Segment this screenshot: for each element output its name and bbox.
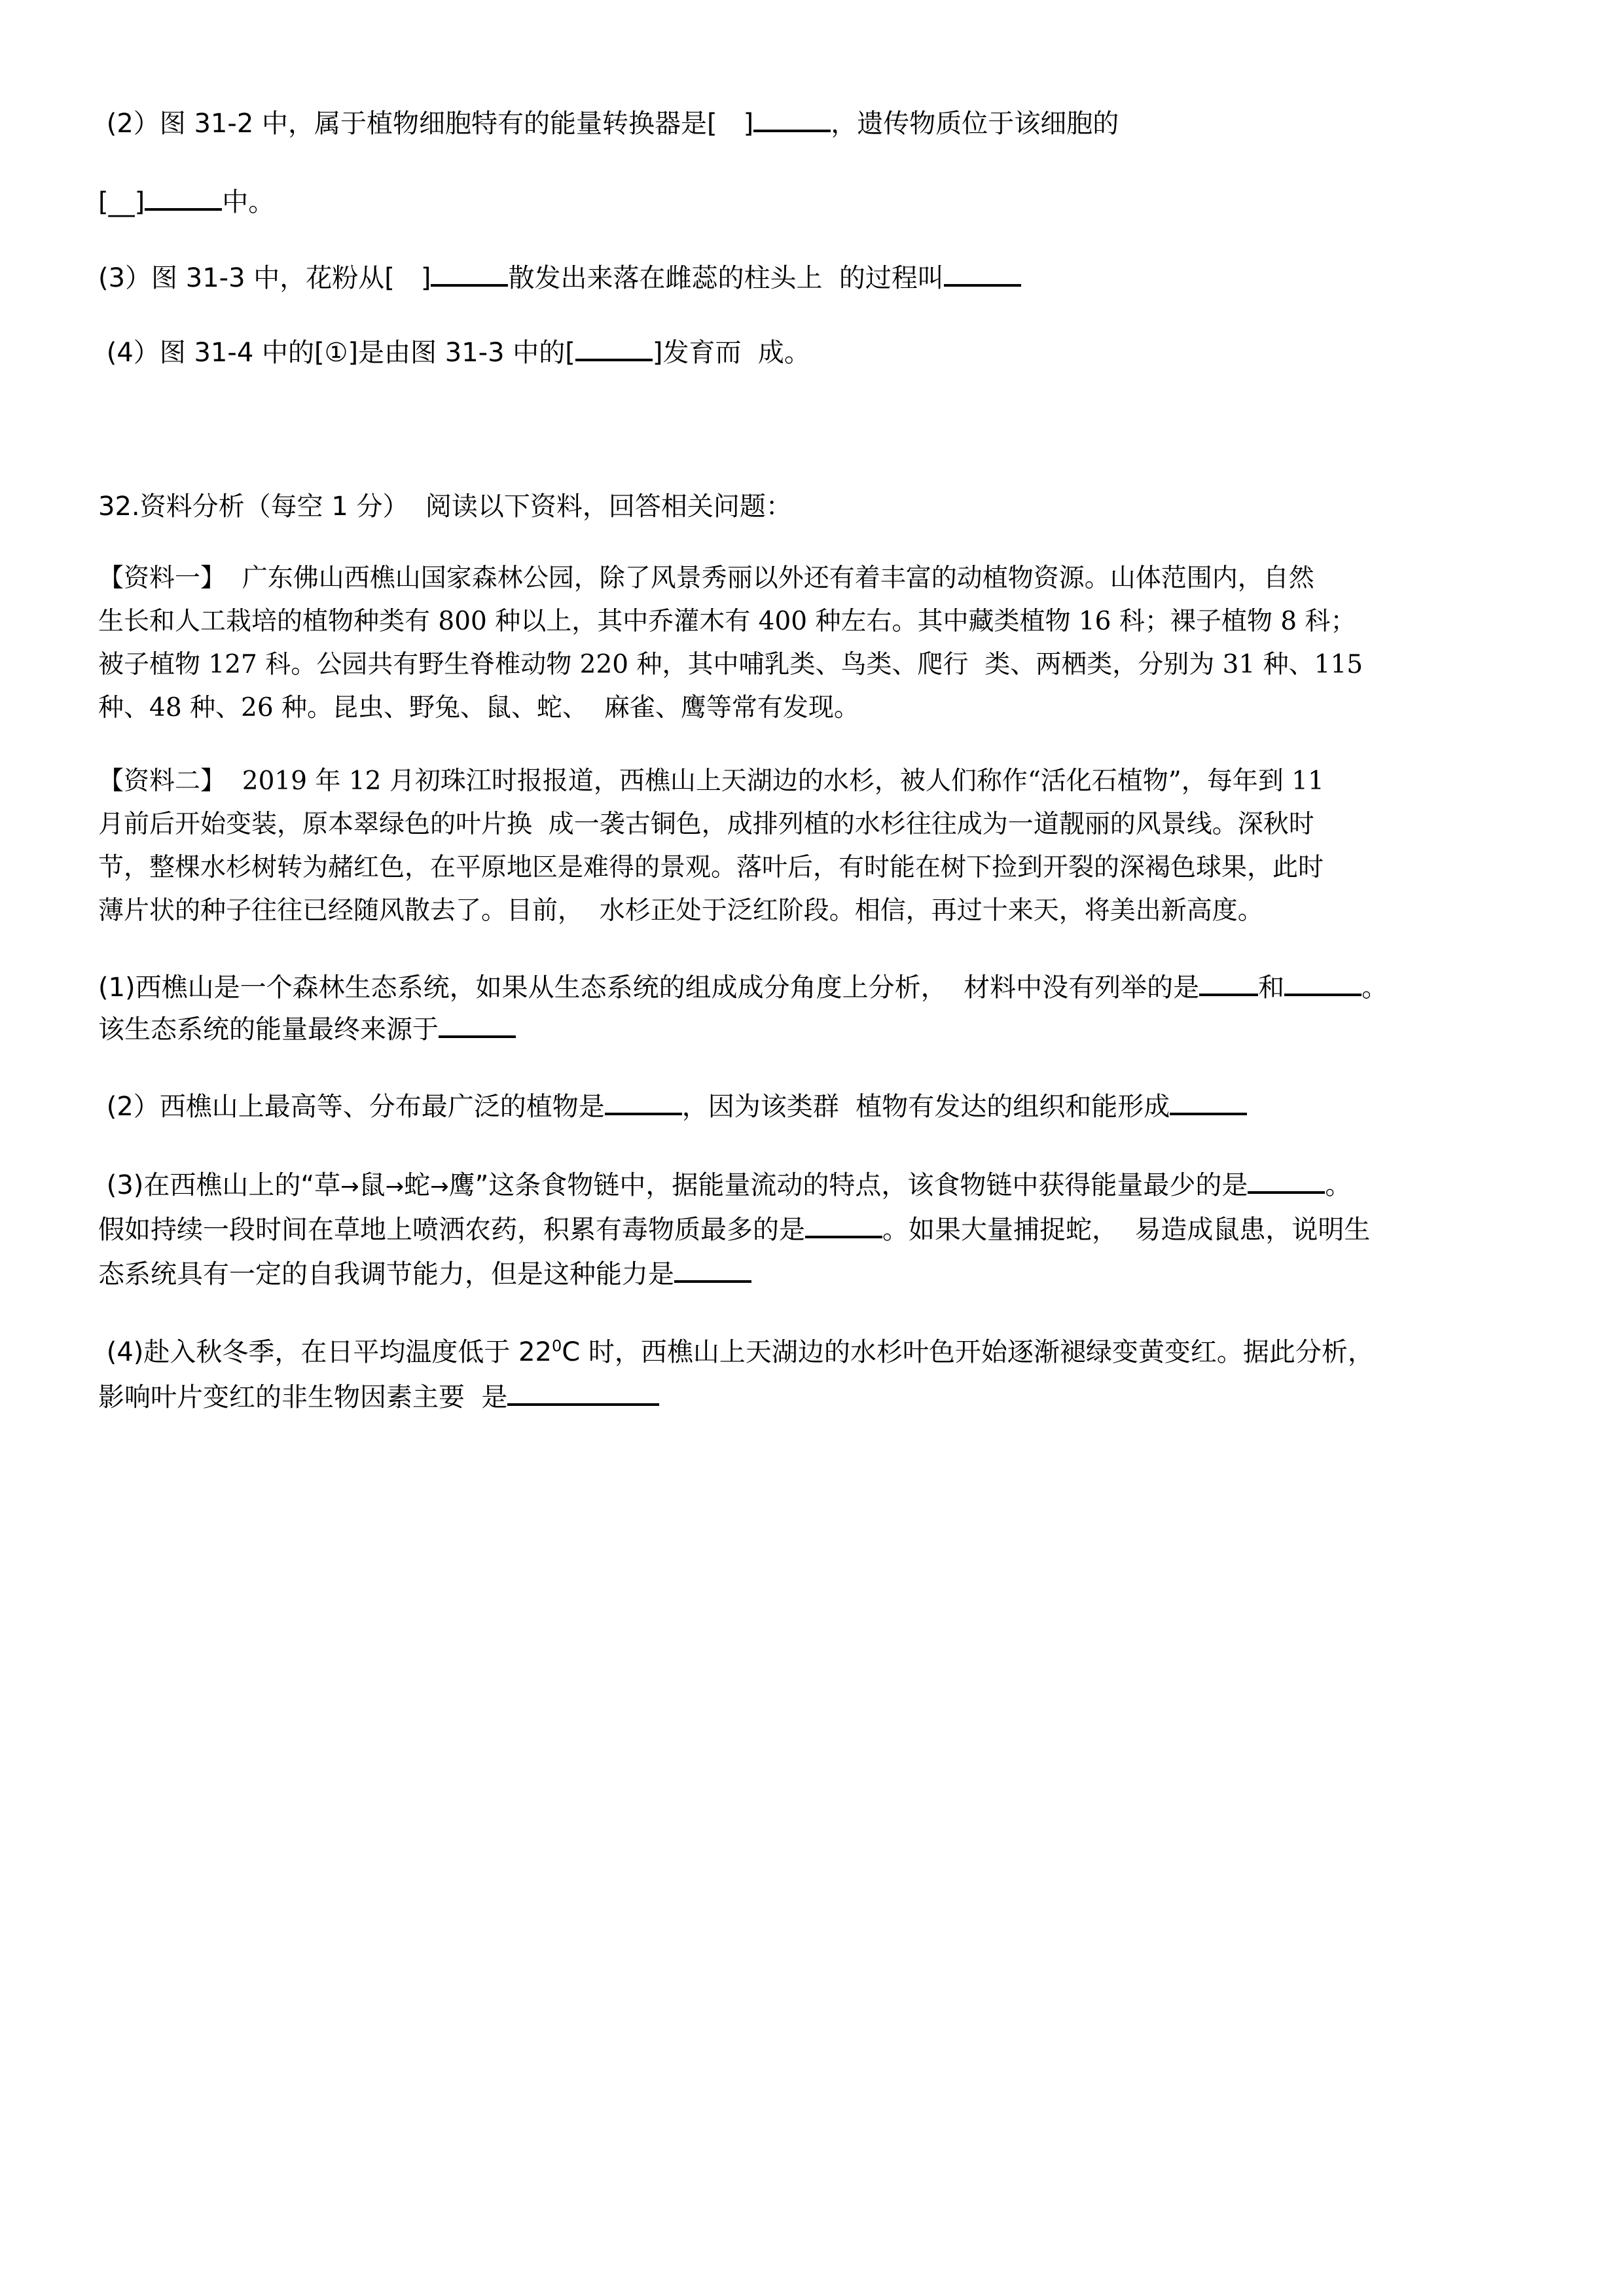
arrow-icon: → bbox=[385, 1174, 405, 1200]
material-1-line-2: 生长和人工栽培的植物种类有 800 种以上，其中乔灌木有 400 种左右。其中藏类植物 16 科；裸子植物 8 科； bbox=[98, 607, 1356, 636]
q32-sub4-line2: 影响叶片变红的非生物因素主要 是 bbox=[98, 1380, 1624, 1414]
answer-blank[interactable] bbox=[439, 1012, 516, 1038]
arrow-icon: → bbox=[340, 1174, 359, 1200]
material-2-line-1: 【资料二】 2019 年 12 月初珠江时报报道，西樵山上天湖边的水杉，被人们称作“活化石植物”，每年到 11 bbox=[98, 766, 1324, 796]
material-2-line-2: 月前后开始变装，原本翠绿色的叶片换 成一袭古铜色，成排列植的水杉往往成为一道靓丽的风景线。深秋时 bbox=[98, 810, 1314, 839]
q32-heading: 32.资料分析（每空 1 分） 阅读以下资料，回答相关问题： bbox=[98, 492, 792, 522]
answer-blank[interactable] bbox=[507, 1380, 659, 1406]
q32-sub1-line1: (1)西樵山是一个森林生态系统，如果从生态系统的组成成分角度上分析， 材料中没有列举的是 和 。 bbox=[98, 970, 1624, 1005]
material-2-line-3: 节，整棵水杉树转为赭红色，在平原地区是难得的景观。落叶后，有时能在树下捡到开裂的深褐色球果，此时 bbox=[98, 853, 1324, 882]
q32-sub3-line2: 假如持续一段时间在草地上喷洒农药，积累有毒物质最多的是 。如果大量捕捉蛇， 易造成鼠患，说明生 bbox=[98, 1212, 1624, 1247]
answer-blank[interactable] bbox=[1170, 1089, 1247, 1115]
answer-blank[interactable] bbox=[1199, 970, 1258, 996]
answer-blank[interactable] bbox=[575, 335, 653, 361]
material-1-line-4: 种、48 种、26 种。昆虫、野兔、鼠、蛇、 麻雀、鹰等常有发现。 bbox=[98, 693, 859, 723]
q31-part2-line2: [__] 中。 bbox=[98, 185, 1624, 219]
q32-sub1-line2: 该生态系统的能量最终来源于 bbox=[98, 1012, 1624, 1047]
material-1-line-1: 【资料一】 广东佛山西樵山国家森林公园，除了风景秀丽以外还有着丰富的动植物资源。山体范围内，自然 bbox=[98, 564, 1314, 593]
q31-part3: (3）图 31-3 中，花粉从[ ] 散发出来落在雌蕊的柱头上 的过程叫 bbox=[98, 260, 1624, 295]
q32-sub2: (2）西樵山上最高等、分布最广泛的植物是 ，因为该类群 植物有发达的组织和能形成 bbox=[98, 1089, 1624, 1124]
q31-part2-line1: (2）图 31-2 中，属于植物细胞特有的能量转换器是[ ] ，遗传物质位于该细胞的 bbox=[98, 106, 1624, 141]
answer-blank[interactable] bbox=[805, 1212, 882, 1238]
answer-blank[interactable] bbox=[145, 185, 222, 211]
answer-blank[interactable] bbox=[605, 1089, 682, 1115]
answer-blank[interactable] bbox=[1284, 970, 1362, 996]
material-2-line-4: 薄片状的种子往往已经随风散去了。目前， 水杉正处于泛红阶段。相信，再过十来天，将美出新高度。 bbox=[98, 896, 1263, 925]
q32-sub4-line1: (4)赴入秋冬季，在日平均温度低于 $22^0C$ 时，西樵山上天湖边的水杉叶色开始逐渐褪绿变黄变红。据此分析， bbox=[98, 1336, 1374, 1367]
arrow-icon: → bbox=[430, 1174, 449, 1200]
answer-blank[interactable] bbox=[674, 1257, 751, 1283]
answer-blank[interactable] bbox=[944, 260, 1021, 287]
q31-part4: (4）图 31-4 中的[①]是由图 31-3 中的[ ]发育而 成。 bbox=[98, 335, 1624, 370]
answer-blank[interactable] bbox=[1248, 1168, 1325, 1194]
material-1-line-3: 被子植物 127 科。公园共有野生脊椎动物 220 种，其中哺乳类、鸟类、爬行 类、两栖类，分别为 31 种、115 bbox=[98, 650, 1363, 679]
q32-sub3-line1: (3)在西樵山上的“草→鼠→蛇→鹰”这条食物链中，据能量流动的特点，该食物链中获得能量最少的是 。 bbox=[98, 1168, 1624, 1204]
answer-blank[interactable] bbox=[431, 260, 508, 287]
q32-sub3-line3: 态系统具有一定的自我调节能力，但是这种能力是 bbox=[98, 1257, 1624, 1291]
answer-blank[interactable] bbox=[753, 106, 831, 132]
